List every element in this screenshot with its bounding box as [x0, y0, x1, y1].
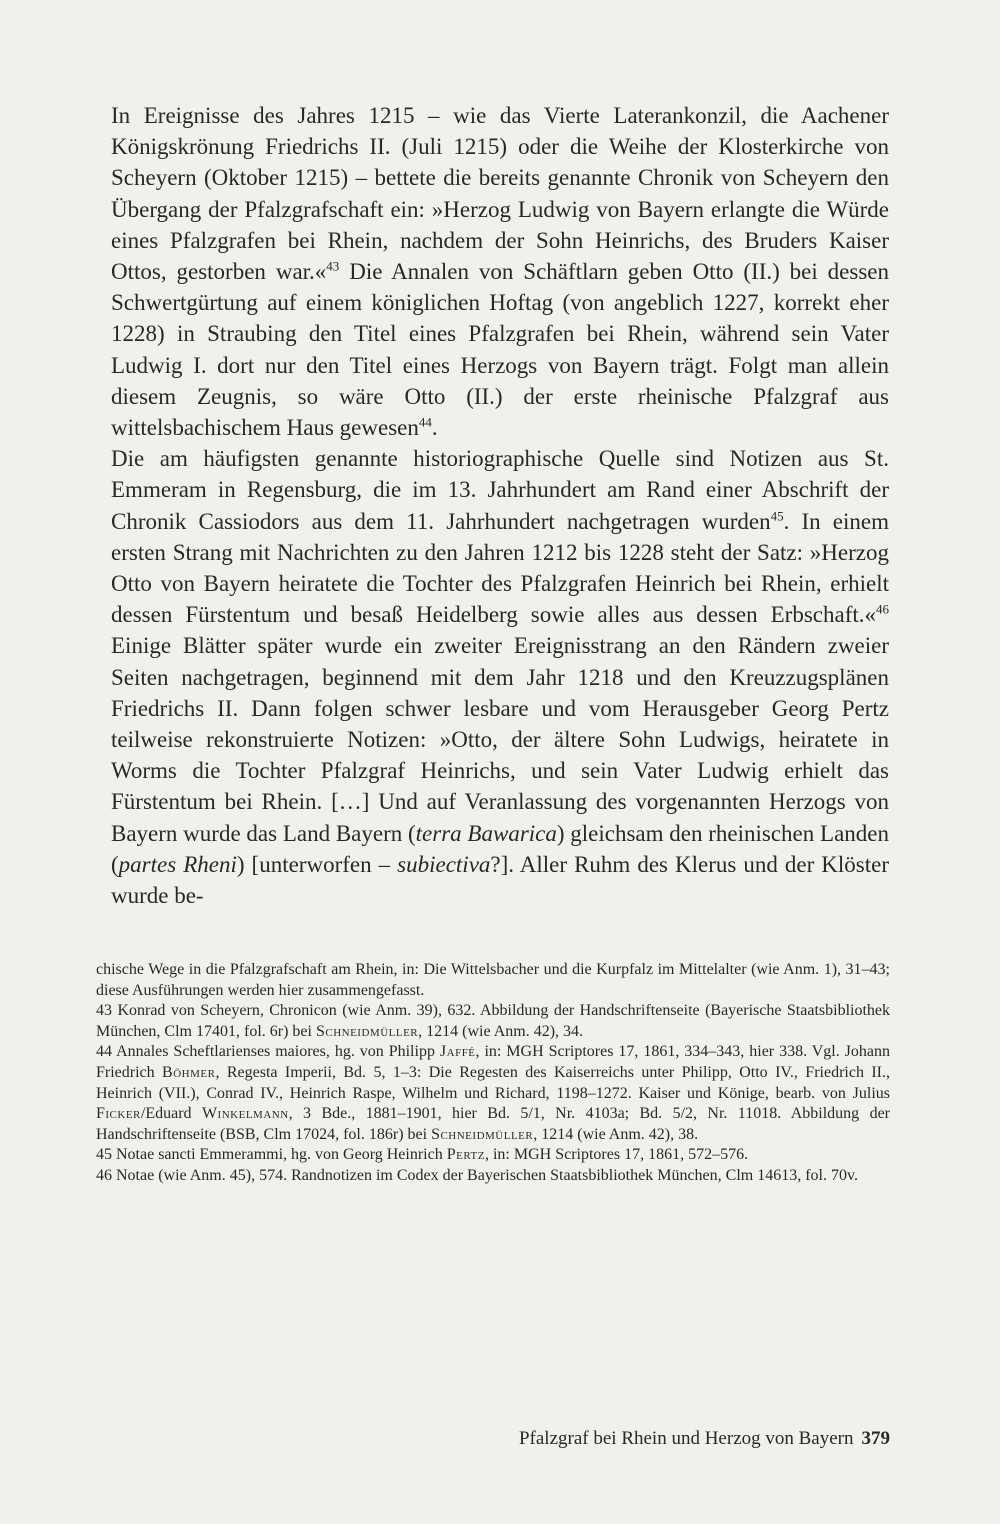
paragraph-2: Die am häufigsten genannte historiographische Quelle sind Notizen aus St. Emmeram in Regensburg, die im 13. Jahrhundert am Rand einer Abschrift der Chronik Cassiodors aus dem 11. Jahrhundert nachgetragen wurden$^{45}$. In einem ersten Strang mit Nachrichten zu den Jahren 1212 bis 1228 steht der Satz: »Herzog Otto von Bayern heiratete die Tochter des Pfalzgrafen Heinrich bei Rhein, erhielt dessen Fürstentum und besaß Heidelberg sowie alles aus dessen Erbschaft.«$^{46}$ Einige Blätter später wurde ein zweiter Ereignisstrang an den Rändern zweier Seiten nachgetragen, beginnend mit dem Jahr 1218 und den Kreuzzugsplänen Friedrichs II. Dann folgen schwer lesbare und vom Herausgeber Georg Pertz teilweise rekonstruierte Notizen: »Otto, der ältere Sohn Ludwigs, heiratete in Worms die Tochter Pfalzgraf Heinrichs, und sein Vater Ludwig erhielt das Fürstentum bei Rhein. […] Und auf Veranlassung des vorgenannten Herzogs von Bayern wurde das Land Bayern (terra Bawarica) gleichsam den rheinischen Landen (partes Rheni) [unterworfen – subiectiva?]. Aller Ruhm des Klerus und der Klöster wurde be-	[111, 446, 890, 909]
footnote-43: 43 Konrad von Scheyern, Chronicon (wie Anm. 39), 632. Abbildung der Handschriftenseite (Bayerische Staatsbibliothek München, Clm 17401, fol. 6r) bei Schneidmüller, 1214 (wie Anm. 42), 34.	[96, 1002, 891, 1040]
footnote-ref-45[interactable]: 45	[770, 507, 784, 523]
latin-term: subiectiva	[397, 851, 491, 877]
footnote-45: 45 Notae sancti Emmerammi, hg. von Georg Heinrich Pertz, in: MGH Scriptores 17, 1861, 572–576.	[96, 1146, 749, 1164]
footnotes	[96, 960, 890, 1187]
footnote-ref-44[interactable]: 44	[418, 414, 432, 430]
paragraph-1: In Ereignisse des Jahres 1215 – wie das Vierte Laterankonzil, die Aachener Königskrönung Friedrichs II. (Juli 1215) oder die Weihe der Klosterkirche von Scheyern (Oktober 1215) – bettete die bereits genannte Chronik von Scheyern den Übergang der Pfalzgrafschaft ein: »Herzog Ludwig von Bayern erlangte die Würde eines Pfalzgrafen bei Rhein, nachdem der Sohn Heinrichs, des Bruders Kaiser Ottos, gestorben war.«$^{43}$ Die Annalen von Schäftlarn geben Otto (II.) bei dessen Schwertgürtung auf einem königlichen Hoftag (von angeblich 1227, korrekt eher 1228) in Straubing den Titel eines Pfalzgrafen bei Rhein, während sein Vater Ludwig I. dort nur den Titel eines Herzogs von Bayern trägt. Folgt man allein diesem Zeugnis, so wäre Otto (II.) der erste rheinische Pfalzgraf aus wittelsbachischem Haus gewesen$^{44}$.	[111, 103, 889, 441]
footnote-ref-46[interactable]: 46	[876, 601, 889, 617]
footnote-ref-43[interactable]: 43	[326, 258, 340, 274]
running-footer	[519, 1428, 890, 1450]
main-text	[111, 100, 889, 911]
latin-term: terra Bawarica	[415, 820, 557, 846]
page-number: 379	[861, 1428, 890, 1449]
footnote-continuation: chische Wege in die Pfalzgrafschaft am Rhein, in: Die Wittelsbacher und die Kurpfalz im Mittelalter (wie Anm. 1), 31–43; diese Ausführungen werden hier zusammengefasst.	[96, 961, 890, 999]
latin-term: partes Rheni	[118, 851, 237, 877]
footnote-46: 46 Notae (wie Anm. 45), 574. Randnotizen im Codex der Bayerischen Staatsbibliothek München, Clm 14613, fol. 70v.	[96, 1166, 858, 1184]
running-title: Pfalzgraf bei Rhein und Herzog von Bayern	[518, 1428, 854, 1449]
footnote-44: 44 Annales Scheftlarienses maiores, hg. von Philipp Jaffé, in: MGH Scriptores 17, 1861, 334–343, hier 338. Vgl. Johann Friedrich Böhmer, Regesta Imperii, Bd. 5, 1–3: Die Regesten des Kaiserreichs unter Philipp, Otto IV., Friedrich II., Heinrich (VII.), Conrad IV., Heinrich Raspe, Wilhelm und Richard, 1198–1272. Kaiser und Könige, bearb. von Julius Ficker/Eduard Winkelmann, 3 Bde., 1881–1901, hier Bd. 5/1, Nr. 4103a; Bd. 5/2, Nr. 11018. Abbildung der Handschriftenseite (BSB, Clm 17024, fol. 186r) bei Schneidmüller, 1214 (wie Anm. 42), 38.	[96, 1043, 890, 1143]
